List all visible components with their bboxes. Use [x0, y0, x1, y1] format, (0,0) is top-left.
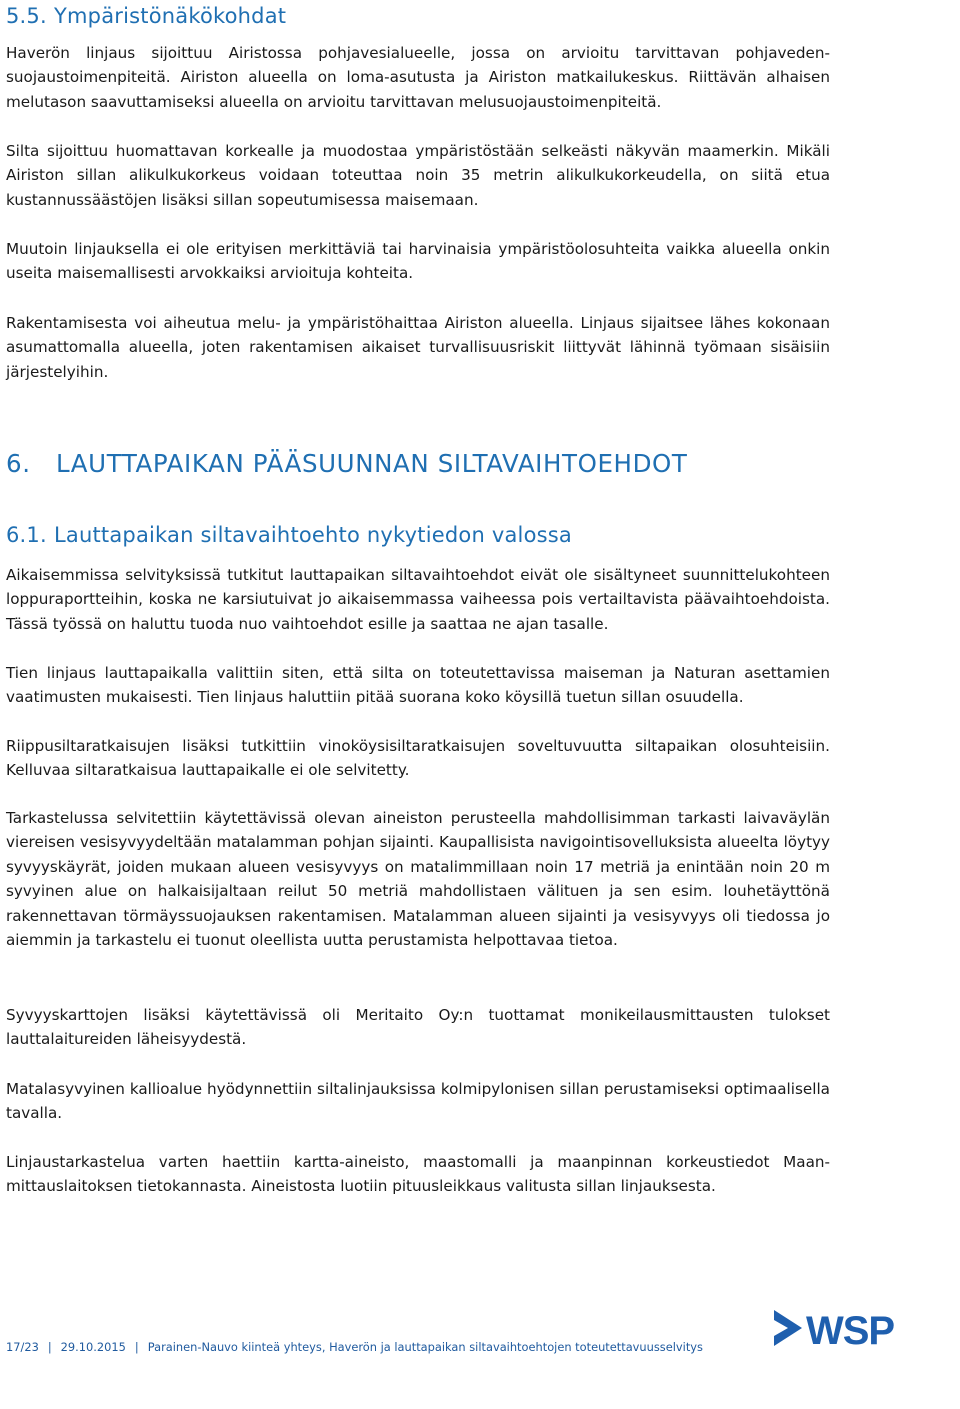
- chapter-6-heading: [6, 449, 688, 478]
- paragraph: Tarkastelussa selvitettiin käytettävissä olevan aineiston perusteella mahdollisimman tarkasti laivaväylän viereisen vesisyvyydeltään matalamman pohjan sijainti. Kaupallisista navigointisovelluksista alueelta löytyy syvyyskäyrät, joiden mukaan alueen vesisyvyys on matalimmillaan noin 17 metriä ja enintään noin 20 m syvyinen alue on halkaisijaltaan reilut 50 metriä mahdollistaen välituen ja sen esim. louhetäyttönä rakennettavan törmäyssuojauksen rakentamisen. Matalamman alueen sijainti ja vesisyvyys oli tiedossa jo aiemmin ja tarkastelu ei tuonut oleellista uutta perustamista helpottavaa tietoa.: [6, 809, 830, 950]
- footer-date: 29.10.2015: [60, 1340, 126, 1354]
- paragraph: Haverön linjaus sijoittuu Airistossa pohjavesialueelle, jossa on arvioitu tarvittavan pohjavedensuojaustoimenpiteitä. Airiston alueella on loma-asutusta ja Airiston matkailukeskus. Riittävän alhaisen melutason saavuttamiseksi alueella on arvioitu tarvittavan melusuojaustoimenpiteitä.: [6, 44, 830, 111]
- paragraph: Rakentamisesta voi aiheutua melu- ja ympäristöhaittaa Airiston alueella. Linjaus sijaitsee lähes kokonaan asumattomalla alueella, joten rakentamisen aikaiset turvallisuusriskit liittyvät lähinnä työmaan sisäisiin järjestelyihin.: [6, 314, 830, 381]
- paragraph: Matalasyvyinen kallioalue hyödynnettiin siltalinjauksissa kolmipylonisen sillan perustamiseksi optimaalisella tavalla.: [6, 1080, 830, 1123]
- chapter-title: LAUTTAPAIKAN PÄÄSUUNNAN SILTAVAIHTOEHDOT: [56, 449, 688, 478]
- paragraph: Muutoin linjauksella ei ole erityisen merkittäviä tai harvinaisia ympäristöolosuhteita vaikka alueella onkin useita maisemallisesti arvokkaiksi arvioituja kohteita.: [6, 240, 830, 283]
- paragraph: Riippusiltaratkaisujen lisäksi tutkittiin vinoköysisiltaratkaisujen soveltuvuutta siltapaikan olosuhteisiin. Kelluvaa siltaratkaisua lauttapaikalle ei ole selvitetty.: [6, 737, 830, 780]
- section-title: Ympäristönäkökohdat: [54, 4, 287, 28]
- wsp-logo-text: WSP: [806, 1309, 895, 1352]
- footer-separator: |: [47, 1340, 52, 1354]
- section-number: 5.5.: [6, 4, 47, 28]
- section-5-5-heading: [6, 4, 286, 28]
- footer-document-title: Parainen-Nauvo kiinteä yhteys, Haverön ja lauttapaikan siltavaihtoehtojen toteutettavuusselvitys: [147, 1340, 703, 1354]
- paragraph: Silta sijoittuu huomattavan korkealle ja muodostaa ympäristöstään selkeästi näkyvän maamerkin. Mikäli Airiston sillan alikulkukorkeus voidaan toteuttaa noin 35 metrin alikulkukorkeudella, on siitä etua kustannussäästöjen lisäksi sillan sopeutumisessa maisemaan.: [6, 142, 830, 209]
- footer-separator: |: [134, 1340, 139, 1354]
- chapter-number: 6.: [6, 449, 31, 478]
- paragraph: Aikaisemmissa selvityksissä tutkitut lauttapaikan siltavaihtoehdot eivät ole sisältyneet suunnittelukohteen loppuraportteihin, koska ne karsiutuivat jo aikaisemmassa vaiheessa pois vertailtavista päävaihtoehdoista. Tässä työssä on haluttu tuoda nuo vaihtoehdot esille ja saattaa ne ajan tasalle.: [6, 566, 830, 633]
- wsp-logo-chevron: [774, 1310, 802, 1346]
- paragraph: Tien linjaus lauttapaikalla valittiin siten, että silta on toteutettavissa maiseman ja Naturan asettamien vaatimusten mukaisesti. Tien linjaus haluttiin pitää suorana koko köysillä tuetun sillan osuudella.: [6, 664, 830, 707]
- page-number: 17/23: [6, 1340, 39, 1354]
- page-footer: [6, 1340, 703, 1354]
- section-number: 6.1.: [6, 523, 47, 547]
- paragraph: Linjaustarkastelua varten haettiin kartta-aineisto, maastomalli ja maanpinnan korkeustiedot Maanmittauslaitoksen tietokannasta. Aineistosta luotiin pituusleikkaus valitusta sillan linjauksesta.: [6, 1153, 830, 1196]
- paragraph: Syvyyskarttojen lisäksi käytettävissä oli Meritaito Oy:n tuottamat monikeilausmittausten tulokset lauttalaitureiden läheisyydestä.: [6, 1006, 830, 1049]
- section-6-1-heading: [6, 523, 572, 547]
- section-title: Lauttapaikan siltavaihtoehto nykytiedon valossa: [54, 523, 572, 547]
- wsp-logo: [772, 1302, 912, 1352]
